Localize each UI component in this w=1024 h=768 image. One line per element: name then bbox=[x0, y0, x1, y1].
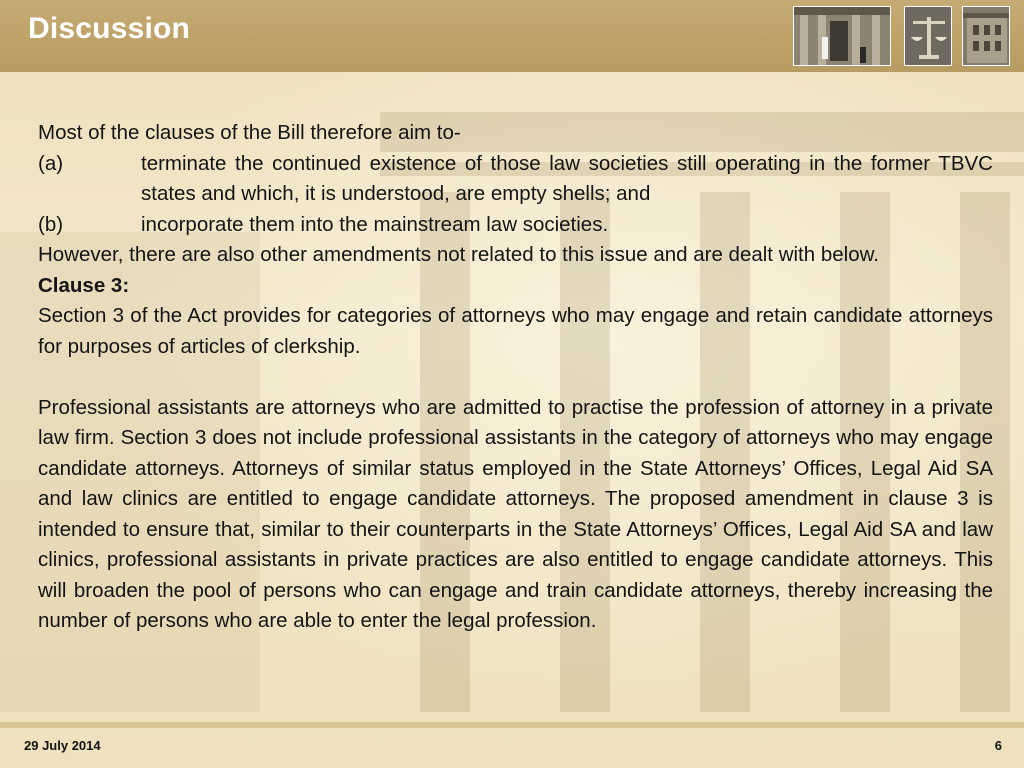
slide-title: Discussion bbox=[28, 12, 191, 45]
scales-of-justice-photo bbox=[904, 6, 952, 66]
footer-divider bbox=[0, 722, 1024, 728]
intro-text: Most of the clauses of the Bill therefore aim to- bbox=[38, 121, 461, 144]
footer-date: 29 July 2014 bbox=[24, 738, 101, 753]
slide-body bbox=[38, 118, 993, 637]
list-item-label: (b) bbox=[38, 212, 64, 236]
clause-heading: Clause 3: bbox=[38, 273, 130, 297]
list-item-text: incorporate them into the mainstream law societies. bbox=[141, 212, 609, 236]
professional-assistants-paragraph: Professional assistants are attorneys who are admitted to practise the profession of attorney in a private law firm. Section 3 does not include professional assistants in the category of attorneys who may engage candidate attorneys. Attorneys of similar status employed in the State Attorneys’ Offices, Legal Aid SA and law clinics are entitled to engage candidate attorneys. The proposed amendment in clause 3 is intended to ensure that, similar to their counterparts in the State Attorneys’ Offices, Legal Aid SA and law clinics, professional assistants in private practices are also entitled to engage candidate attorneys. This will broaden the pool of persons who can engage and train candidate attorneys, thereby increasing the number of persons who are able to enter the legal profession. bbox=[38, 395, 993, 632]
court-building-photo bbox=[962, 6, 1010, 66]
list-item bbox=[38, 210, 993, 241]
list-item-label: (a) bbox=[38, 151, 64, 175]
list-item bbox=[38, 149, 993, 210]
however-paragraph: However, there are also other amendments not related to this issue and are dealt with below. bbox=[38, 243, 879, 266]
building-entrance-photo bbox=[793, 6, 891, 66]
paragraph-spacer bbox=[38, 362, 993, 393]
title-bar bbox=[0, 0, 1024, 72]
section3-paragraph: Section 3 of the Act provides for categories of attorneys who may engage and retain candidate attorneys for purposes of articles of clerkship. bbox=[38, 304, 993, 358]
list-item-text: terminate the continued existence of those law societies still operating in the former TBVC states and which, it is understood, are empty shells; and bbox=[141, 151, 993, 205]
page-number: 6 bbox=[994, 738, 1002, 753]
